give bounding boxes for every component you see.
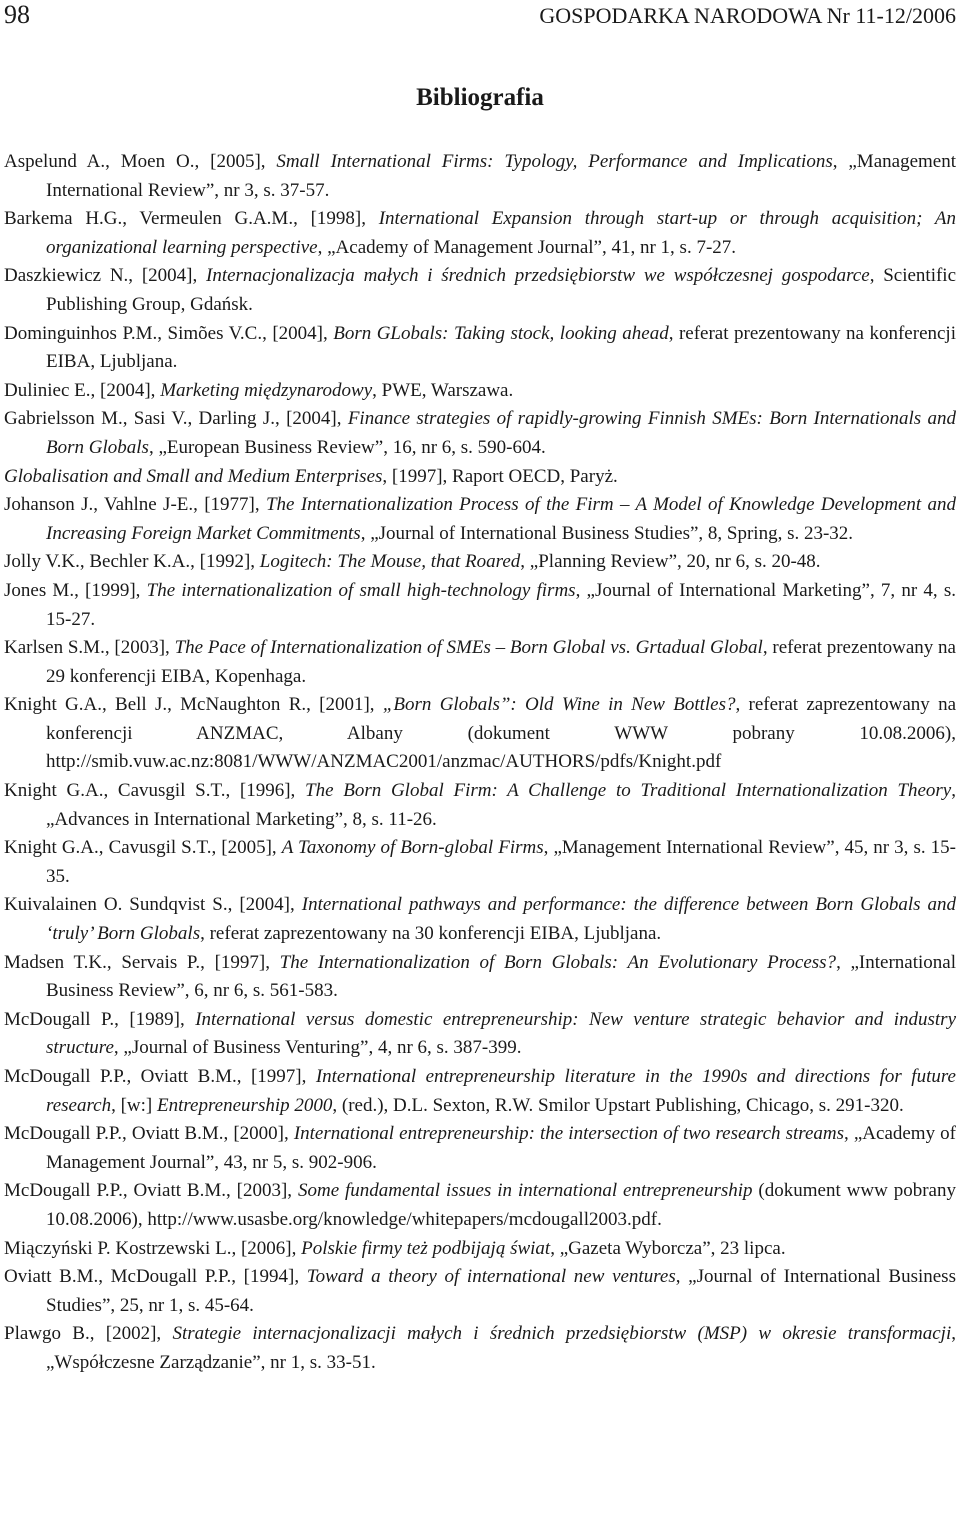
reference-title: International versus domestic entrepreneurship: New venture strategic behavior and industry structure [46,1008,957,1059]
reference-entry [4,405,956,462]
reference-text: , [w:] [111,1094,157,1116]
reference-entry [4,949,956,1006]
reference-entry [4,320,956,377]
reference-entry [4,205,956,262]
reference-text: Madsen T.K., Servais P., [1997], [4,951,280,973]
reference-text: Gabrielsson M., Sasi V., Darling J., [2004], [4,408,348,430]
reference-text: Knight G.A., Cavusgil S.T., [1996], [4,780,306,802]
reference-title: International Expansion through start-up or through acquisition; An organizational learning perspective [46,208,956,258]
reference-title: International entrepreneurship: the intersection of two research streams [293,1123,845,1145]
reference-text: , „Journal of International Marketing”, 7, nr 4, s. 15-27. [46,579,956,630]
reference-entry [4,377,956,406]
reference-title: Globalisation and Small and Medium Enterprises [4,465,383,487]
reference-entry [4,148,956,205]
reference-entry [4,1320,956,1377]
reference-title: The Internationalization of Born Globals: An Evolutionary Process? [279,951,837,973]
reference-entry [4,1120,956,1177]
reference-text: , „Journal of Business Venturing”, 4, nr 6, s. 387-399. [113,1037,522,1059]
reference-text: McDougall P.P., Oviatt B.M., [1997], [4,1066,316,1087]
reference-entry [4,463,956,492]
reference-text: , „European Business Review”, 16, nr 6, s. 590-604. [148,436,546,458]
reference-title: The Born Global Firm: A Challenge to Traditional Internationalization Theory [305,780,952,802]
reference-text: , [1997], Raport OECD, Paryż. [382,465,618,487]
reference-text: , „Management International Review”, nr 3, s. 37-57. [46,151,956,201]
reference-entry [4,548,956,577]
bibliography-list [4,148,956,1378]
reference-title: The Internationalization Process of the Firm – A Model of Knowledge Development and Increasing Foreign Market Commitments [46,494,956,544]
reference-title: Some fundamental issues in international entrepreneurship [297,1180,753,1202]
reference-title: International entrepreneurship literature in the 1990s and directions for future research [46,1066,956,1116]
reference-entry [4,577,956,634]
reference-title: Finance strategies of rapidly-growing Finnish SMEs: Born Internationals and Born Globals [46,408,956,458]
reference-text: McDougall P.P., Oviatt B.M., [2003], [4,1180,298,1202]
reference-entry [4,1177,956,1234]
reference-title: The Pace of Internationalization of SMEs – Born Global vs. Grtadual Global [174,637,763,659]
reference-entry [4,262,956,319]
reference-text: Barkema H.G., Vermeulen G.A.M., [1998], [4,208,379,230]
reference-text: Knight G.A., Bell J., McNaughton R., [2001], [4,694,383,716]
reference-title: International pathways and performance: the difference between Born Globals and ‘truly’ Born Globals [46,894,957,945]
reference-text: Aspelund A., Moen O., [2005], [4,151,277,172]
reference-entry [4,1235,956,1264]
reference-title: Small International Firms: Typology, Performance and Implications [276,151,833,172]
reference-entry [4,1063,956,1120]
reference-text: Johanson J., Vahlne J-E., [1977], [4,494,266,516]
reference-text: , referat prezentowany na konferencji EIBA, Ljubljana. [46,322,956,373]
reference-text: Miączyński P. Kostrzewski L., [2006], [4,1237,302,1259]
reference-entry [4,891,956,948]
reference-title: Logitech: The Mouse, that Roared [259,551,521,573]
reference-title: A Taxonomy of Born-global Firms [281,837,544,859]
reference-title: Entrepreneurship 2000 [156,1094,333,1116]
reference-text: Karlsen S.M., [2003], [4,637,175,659]
reference-text: , PWE, Warszawa. [372,379,514,401]
reference-text: Daszkiewicz N., [2004], [4,265,206,287]
reference-text: McDougall P.P., Oviatt B.M., [2000], [4,1123,294,1145]
reference-text: , „Planning Review”, 20, nr 6, s. 20-48. [520,551,821,573]
journal-title: GOSPODARKA NARODOWA Nr 11-12/2006 [539,3,956,28]
reference-text: , „Advances in International Marketing”, 8, s. 11-26. [46,780,956,830]
section-title: Bibliografia [416,84,544,111]
reference-text: Oviatt B.M., McDougall P.P., [1994], [4,1266,307,1288]
reference-title: Marketing międzynarodowy [160,379,373,401]
reference-text: , „Gazeta Wyborcza”, 23 lipca. [550,1237,786,1259]
reference-text: , „Współczesne Zarządzanie”, nr 1, s. 33-51. [46,1323,956,1373]
reference-title: Polskie firmy też podbijają świat [301,1237,551,1259]
reference-text: , „Management International Review”, 45, nr 3, s. 15-35. [46,837,956,887]
reference-entry [4,491,956,548]
reference-text: , (red.), D.L. Sexton, R.W. Smilor Upstart Publishing, Chicago, s. 291-320. [332,1094,904,1116]
reference-text: Duliniec E., [2004], [4,379,161,401]
reference-text: , „Journal of International Business Studies”, 25, nr 1, s. 45-64. [46,1266,956,1316]
reference-entry [4,1006,956,1063]
reference-text: Knight G.A., Cavusgil S.T., [2005], [4,837,282,859]
reference-text: , referat zaprezentowany na konferencji ANZMAC, Albany (dokument WWW pobrany 10.08.2006), http://smib.vuw.ac.nz:8081/WWW/ANZMAC2001/anzmac/AUTHORS/pdfs/Knight.pdf [46,694,956,773]
reference-entry [4,691,956,777]
reference-title: „Born Globals”: Old Wine in New Bottles? [382,694,736,716]
reference-entry [4,634,956,691]
reference-text: , „International Business Review”, 6, nr 6, s. 561-583. [46,951,956,1002]
page-number: 98 [4,0,30,29]
reference-text: McDougall P., [1989], [4,1008,196,1030]
reference-entry [4,777,956,834]
reference-entry [4,834,956,891]
reference-title: Toward a theory of international new ventures [306,1266,676,1288]
reference-text: , referat prezentowany na 29 konferencji EIBA, Kopenhaga. [46,637,956,687]
reference-title: Internacjonalizacja małych i średnich przedsiębiorstw we współczesnej gospodarce [206,265,870,287]
running-header [4,0,956,30]
reference-text: Kuivalainen O. Sundqvist S., [2004], [4,894,302,916]
reference-text: Dominguinhos P.M., Simões V.C., [2004], [4,322,334,344]
reference-title: The internationalization of small high-technology firms [146,579,576,601]
reference-text: , Scientific Publishing Group, Gdańsk. [46,265,957,315]
reference-title: Strategie internacjonalizacji małych i średnich przedsiębiorstw (MSP) w okresie transformacji [172,1323,952,1345]
reference-text: , „Academy of Management Journal”, 41, nr 1, s. 7-27. [317,236,737,258]
reference-entry [4,1263,956,1320]
reference-text: , „Journal of International Business Studies”, 8, Spring, s. 23-32. [360,522,854,544]
reference-text: Jones M., [1999], [4,579,147,601]
reference-text: , „Academy of Management Journal”, 43, nr 5, s. 902-906. [46,1123,956,1173]
reference-title: Born GLobals: Taking stock, looking ahead [333,322,669,344]
reference-text: Jolly V.K., Bechler K.A., [1992], [4,551,260,573]
reference-text: , referat zaprezentowany na 30 konferencji EIBA, Ljubljana. [200,923,662,945]
reference-text: Plawgo B., [2002], [4,1323,173,1345]
reference-text: (dokument www pobrany 10.08.2006), http://www.usasbe.org/knowledge/whitepapers/mcdougall2003.pdf. [46,1180,956,1230]
